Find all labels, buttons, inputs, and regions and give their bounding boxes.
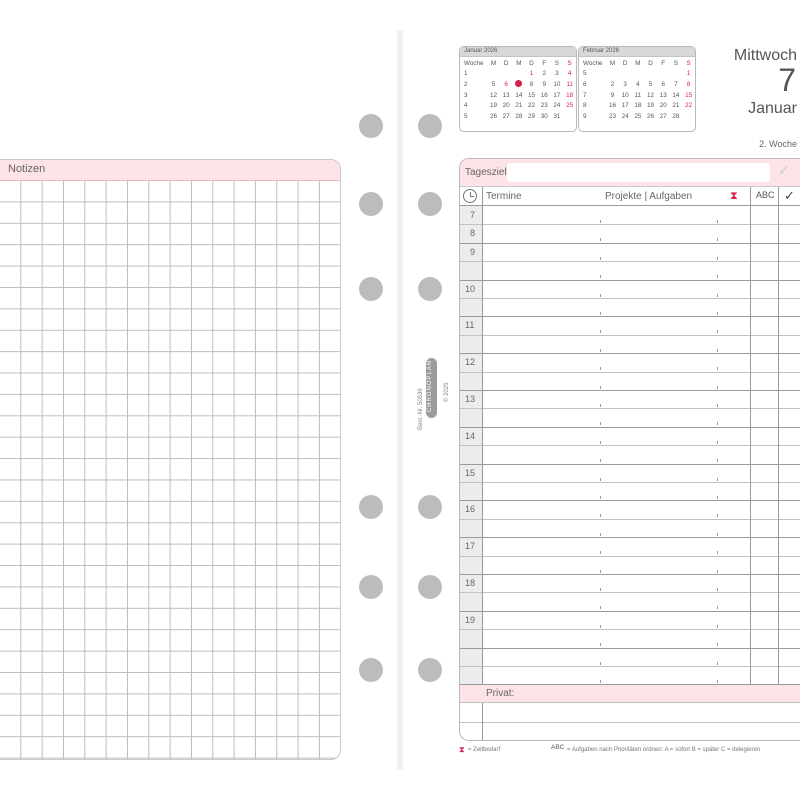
day-cell: 12 [489,91,497,99]
day-cell [563,111,576,122]
mini-calendar-table [460,58,576,122]
mini-calendar-title: Januar 2026 [460,47,576,57]
hour-label: 13 [465,394,476,404]
day-cell: 29 [528,112,536,120]
planner-row-line [460,280,800,281]
daily-goal-input[interactable] [507,163,770,182]
column-tick [717,422,718,425]
mini-calendar-header-row [579,58,695,69]
weekday-header: S [554,59,559,67]
weekday-label: Mittwoch [733,47,797,64]
day-cell [619,69,632,80]
column-tick [717,533,718,536]
month-label: Januar [748,100,797,117]
weekday-header: S [567,59,572,67]
week-number-cell: 8 [583,102,587,110]
mini-calendar-january [459,46,577,132]
column-divider [778,187,779,684]
column-tick [600,275,601,278]
copyright: © 2025 [444,382,450,402]
column-tick [717,662,718,665]
day-cell: 2 [610,80,615,88]
day-cell: 8 [529,80,534,88]
day-cell: 23 [608,112,616,120]
hour-label: 18 [465,578,476,588]
planner-header-row [460,187,800,206]
day-cell: 14 [672,91,680,99]
hour-label: 11 [465,320,475,331]
day-cell: 26 [647,112,655,120]
hour-label: 9 [470,246,476,257]
hour-label: 7 [470,210,476,220]
clock-icon [463,189,477,203]
order-number: Best.-Nr. 50536 [418,388,424,430]
column-tick [717,680,718,683]
column-tick [717,441,718,444]
privat-bar [460,684,800,703]
punch-hole [418,192,442,216]
hourglass-icon: ⧗ [459,745,465,754]
day-cell: 20 [659,102,667,110]
mini-calendar-week-row [579,100,695,111]
day-cell: 11 [566,80,573,88]
weekday-header: D [622,59,628,67]
planner-row-line [460,353,800,354]
day-cell [682,111,695,122]
day-cell [657,69,670,80]
today-marker [512,79,525,90]
goal-check-icon[interactable]: ✓ [778,162,790,178]
planner-row-line [460,427,800,428]
column-tick [717,514,718,517]
column-tick [600,680,601,683]
day-cell [631,69,644,80]
day-cell: 12 [647,91,655,99]
column-tick [717,238,718,241]
day-cell [644,69,657,80]
hour-label: 8 [470,228,476,239]
column-tick [600,441,601,444]
day-cell [606,69,619,80]
column-tick [600,533,601,536]
day-cell: 18 [566,91,574,99]
mini-calendar-header-row [460,58,576,69]
column-tick [717,478,718,481]
day-cell: 16 [608,102,616,110]
day-cell: 13 [502,91,510,99]
column-tick [717,367,718,370]
day-cell: 4 [567,70,572,78]
day-cell: 5 [648,80,653,88]
planner-row-line [460,335,800,336]
week-number-cell: 1 [464,70,468,78]
planner-row-line [460,408,800,409]
abc-priority-icon: ABC [756,190,775,200]
column-tick [600,386,601,389]
hour-label: 14 [465,430,476,441]
mini-calendar-week-row [460,100,576,111]
column-tick [717,294,718,297]
day-cell: 1 [686,70,691,78]
day-cell: 10 [553,80,561,88]
day-cell: 6 [661,80,665,88]
day-cell: 15 [528,91,536,99]
day-cell: 27 [502,112,510,120]
weekday-header: S [673,59,678,67]
column-tick [600,551,601,554]
weekday-header: D [503,59,509,67]
hour-label: 17 [465,541,476,552]
column-tick [717,257,718,260]
week-number-cell: 2 [464,80,468,88]
day-cell [487,69,500,80]
planner-row-line [460,261,800,262]
week-number-cell: 3 [464,91,468,99]
day-cell: 14 [515,91,523,99]
column-tick [600,312,601,315]
day-cell: 27 [659,112,667,120]
column-tick [717,386,718,389]
punch-hole [418,277,442,301]
day-cell [512,69,525,80]
column-tick [600,238,601,241]
notes-panel [0,159,341,760]
punch-hole [359,277,383,301]
day-cell: 26 [489,112,497,120]
weekday-header: S [686,59,691,67]
mini-calendar-week-row [460,79,576,90]
column-divider [750,187,751,684]
mini-calendar-week-row [579,69,695,80]
week-number-cell: 4 [464,102,468,110]
week-number-cell: 6 [583,80,587,88]
day-cell: 13 [659,91,667,99]
hour-label: 16 [465,504,476,515]
planner-row-line [460,592,800,593]
daily-goal-bar [460,159,800,187]
mini-calendar-week-row [579,90,695,101]
column-tick [717,220,718,223]
column-tick [600,662,601,665]
column-tick [600,625,601,628]
column-tick [600,514,601,517]
day-cell: 28 [515,112,523,120]
day-cell: 19 [489,102,497,110]
day-cell: 22 [528,102,536,110]
column-tick [600,367,601,370]
day-cell: 17 [621,102,629,110]
week-header: Woche [583,59,603,67]
column-tick [600,643,601,646]
planner-row-line [460,556,800,557]
day-cell: 22 [685,102,693,110]
week-number-cell: 7 [583,91,587,99]
planner-row-line [460,482,800,483]
mini-calendar-title: Februar 2026 [579,47,695,57]
hour-label: 15 [465,467,476,478]
weekday-header: M [516,59,522,67]
week-header: Woche [464,59,484,67]
planner-row-line [460,500,800,501]
day-cell: 24 [621,112,629,120]
day-cell: 5 [491,80,496,88]
week-number-cell: 5 [464,112,468,120]
day-cell: 3 [555,70,559,78]
notes-grid[interactable] [0,181,340,759]
privat-label: Privat: [486,688,515,699]
mini-calendar-week-row [579,111,695,122]
column-tick [600,459,601,462]
day-cell: 23 [540,102,548,110]
legend-abc-icon: ABC [551,744,565,751]
day-cell: 6 [504,80,508,88]
planner-row-line [460,574,800,575]
today-dot [515,80,522,87]
day-cell: 7 [674,80,678,88]
column-tick [600,404,601,407]
punch-hole [359,192,383,216]
day-cell: 24 [553,102,561,110]
day-number: 7 [778,62,796,98]
day-cell: 3 [623,80,627,88]
day-cell: 10 [621,91,629,99]
column-tick [600,294,601,297]
planner-row-line [460,372,800,373]
mini-calendar-week-row [460,90,576,101]
brand-name: CHRONOPLAN [427,359,433,413]
column-tick [600,257,601,260]
day-cell: 15 [685,91,693,99]
column-tick [717,349,718,352]
column-tick [717,588,718,591]
day-cell: 16 [540,91,548,99]
day-cell: 17 [553,91,561,99]
hour-label: 10 [465,283,476,294]
planner-row-line [460,298,800,299]
column-tick [717,496,718,499]
mini-calendar-week-row [460,111,576,122]
column-tick [717,330,718,333]
punch-hole [418,114,442,138]
column-tick [600,478,601,481]
legend [459,744,800,758]
notes-title: Notizen [0,160,340,181]
day-cell: 25 [566,102,574,110]
col-projekte: Projekte | Aufgaben [605,191,693,202]
day-cell: 8 [686,80,691,88]
day-cell [670,69,683,80]
column-tick [600,588,601,591]
day-cell: 2 [542,70,546,78]
punch-hole [418,495,442,519]
weekday-header: F [542,59,547,67]
planner-row-line [460,519,800,520]
day-cell: 25 [634,112,642,120]
planner-row-line [460,722,800,723]
column-tick [600,570,601,573]
planner-row-line [460,537,800,538]
hourglass-icon: ⧗ [730,190,738,202]
column-tick [600,606,601,609]
column-tick [600,422,601,425]
punch-hole [359,575,383,599]
legend-priority-text: = Aufgaben nach Prioritäten ordnen: A = sofort B = später C = delegieren [567,747,761,753]
punch-hole [359,114,383,138]
day-cell: 9 [610,91,615,99]
mini-calendar-week-row [579,79,695,90]
column-tick [717,404,718,407]
column-tick [600,496,601,499]
day-cell: 20 [502,102,510,110]
mini-calendar-february [578,46,696,132]
column-tick [717,312,718,315]
planner-row-line [460,611,800,612]
column-tick [600,349,601,352]
day-cell: 18 [634,102,642,110]
punch-hole [359,658,383,682]
day-cell: 31 [553,112,561,120]
week-number-cell: 9 [583,112,587,120]
column-tick [717,275,718,278]
punch-hole [418,575,442,599]
planner-row-line [460,316,800,317]
col-termine: Termine [486,191,522,202]
weekday-header: F [661,59,666,67]
column-tick [717,459,718,462]
day-cell: 30 [540,112,548,120]
mini-calendar-week-row [460,69,576,80]
day-cell: 19 [647,102,655,110]
column-tick [717,551,718,554]
day-cell: 1 [529,70,534,78]
week-number: 2. Woche [759,139,797,149]
day-cell: 21 [515,102,523,110]
week-number-cell: 5 [583,70,587,78]
planner-row-line [460,666,800,667]
planner-row-line [460,243,800,244]
weekday-header: M [609,59,616,67]
planner-row-line [460,648,800,649]
hour-label: 19 [465,614,476,625]
planner-row-line [460,629,800,630]
mini-calendar-table [579,58,695,122]
column-tick [717,570,718,573]
daily-goal-label: Tagesziel [465,167,507,178]
done-check-icon: ✓ [784,188,795,203]
day-cell: 21 [672,102,680,110]
planner-row-line [460,464,800,465]
weekday-header: D [529,59,534,67]
day-cell: 28 [672,112,680,120]
column-tick [717,606,718,609]
planner-row-line [460,390,800,391]
column-tick [717,643,718,646]
weekday-header: M [635,59,641,67]
legend-zeitbedarf: = Zeitbedarf [468,747,501,753]
punch-hole [418,658,442,682]
punch-hole [359,495,383,519]
day-cell [500,69,513,80]
weekday-header: M [490,59,497,67]
page-spine [396,30,404,770]
weekday-header: D [648,59,653,67]
column-divider [482,187,483,741]
column-tick [717,625,718,628]
planner-row-line [460,445,800,446]
day-cell: 9 [542,80,546,88]
day-cell: 11 [634,91,642,99]
hour-label: 12 [465,357,476,368]
planner-row-line [460,224,800,225]
day-planner [459,158,800,741]
column-tick [600,330,601,333]
day-cell: 4 [636,80,640,88]
column-tick [600,220,601,223]
